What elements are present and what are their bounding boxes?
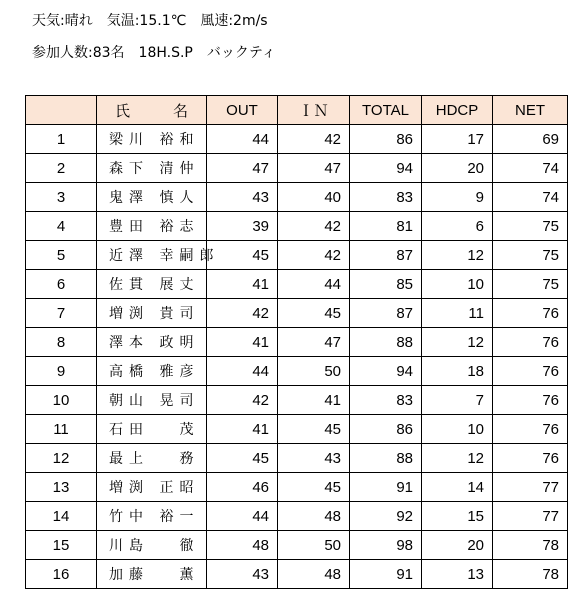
cell-rank: 7	[26, 299, 97, 328]
cell-in: 45	[278, 473, 350, 502]
cell-net: 77	[493, 473, 568, 502]
cell-in: 43	[278, 444, 350, 473]
cell-name: 近澤 幸嗣郎	[97, 241, 207, 270]
cell-net: 78	[493, 531, 568, 560]
cell-name: 豊田 裕志	[97, 212, 207, 241]
cell-total: 85	[350, 270, 422, 299]
cell-rank: 6	[26, 270, 97, 299]
header-rank	[26, 96, 97, 125]
cell-out: 48	[207, 531, 278, 560]
cell-total: 83	[350, 386, 422, 415]
cell-hdcp: 20	[422, 531, 493, 560]
header-total: TOTAL	[350, 96, 422, 125]
table-row	[26, 473, 568, 502]
table-row	[26, 415, 568, 444]
table-row	[26, 270, 568, 299]
participant-info-line: 参加人数:83名 18H.S.P バックティ	[32, 45, 276, 61]
cell-hdcp: 7	[422, 386, 493, 415]
table-row	[26, 560, 568, 589]
cell-rank: 12	[26, 444, 97, 473]
cell-in: 41	[278, 386, 350, 415]
cell-hdcp: 17	[422, 125, 493, 154]
cell-net: 77	[493, 502, 568, 531]
cell-in: 42	[278, 125, 350, 154]
cell-out: 45	[207, 241, 278, 270]
cell-name: 鬼澤 慎人	[97, 183, 207, 212]
cell-in: 45	[278, 299, 350, 328]
cell-in: 50	[278, 357, 350, 386]
cell-in: 50	[278, 531, 350, 560]
cell-rank: 1	[26, 125, 97, 154]
cell-total: 91	[350, 560, 422, 589]
cell-out: 44	[207, 357, 278, 386]
table-header-row	[26, 96, 568, 125]
cell-net: 75	[493, 241, 568, 270]
header-hdcp: HDCP	[422, 96, 493, 125]
cell-rank: 5	[26, 241, 97, 270]
cell-in: 42	[278, 241, 350, 270]
cell-out: 44	[207, 125, 278, 154]
cell-net: 75	[493, 212, 568, 241]
cell-out: 43	[207, 560, 278, 589]
cell-in: 40	[278, 183, 350, 212]
cell-name: 朝山 晃司	[97, 386, 207, 415]
cell-total: 87	[350, 241, 422, 270]
cell-in: 44	[278, 270, 350, 299]
cell-name: 高橋 雅彦	[97, 357, 207, 386]
cell-in: 42	[278, 212, 350, 241]
cell-total: 94	[350, 357, 422, 386]
cell-total: 83	[350, 183, 422, 212]
cell-net: 74	[493, 183, 568, 212]
header-out: OUT	[207, 96, 278, 125]
cell-name: 竹中 裕一	[97, 502, 207, 531]
cell-rank: 16	[26, 560, 97, 589]
cell-rank: 15	[26, 531, 97, 560]
cell-rank: 4	[26, 212, 97, 241]
cell-out: 45	[207, 444, 278, 473]
cell-in: 48	[278, 502, 350, 531]
cell-name: 梁川 裕和	[97, 125, 207, 154]
cell-hdcp: 15	[422, 502, 493, 531]
table-row	[26, 444, 568, 473]
cell-total: 86	[350, 415, 422, 444]
cell-hdcp: 12	[422, 241, 493, 270]
cell-net: 76	[493, 328, 568, 357]
table-row	[26, 183, 568, 212]
cell-total: 92	[350, 502, 422, 531]
cell-name: 川島 徹	[97, 531, 207, 560]
cell-hdcp: 12	[422, 444, 493, 473]
cell-net: 76	[493, 357, 568, 386]
cell-net: 75	[493, 270, 568, 299]
header-name: 氏 名	[97, 96, 207, 125]
cell-out: 46	[207, 473, 278, 502]
cell-hdcp: 18	[422, 357, 493, 386]
table-row	[26, 299, 568, 328]
table-row	[26, 531, 568, 560]
cell-in: 48	[278, 560, 350, 589]
cell-rank: 13	[26, 473, 97, 502]
cell-rank: 8	[26, 328, 97, 357]
cell-total: 81	[350, 212, 422, 241]
cell-hdcp: 10	[422, 415, 493, 444]
table-row	[26, 328, 568, 357]
cell-net: 76	[493, 415, 568, 444]
cell-net: 76	[493, 299, 568, 328]
cell-name: 加藤 薫	[97, 560, 207, 589]
cell-hdcp: 6	[422, 212, 493, 241]
cell-hdcp: 13	[422, 560, 493, 589]
cell-hdcp: 9	[422, 183, 493, 212]
cell-total: 98	[350, 531, 422, 560]
cell-out: 42	[207, 299, 278, 328]
cell-in: 47	[278, 328, 350, 357]
cell-total: 94	[350, 154, 422, 183]
cell-in: 45	[278, 415, 350, 444]
cell-net: 76	[493, 444, 568, 473]
cell-total: 86	[350, 125, 422, 154]
table-row	[26, 241, 568, 270]
cell-out: 42	[207, 386, 278, 415]
cell-net: 74	[493, 154, 568, 183]
cell-rank: 9	[26, 357, 97, 386]
table-row	[26, 386, 568, 415]
cell-hdcp: 10	[422, 270, 493, 299]
cell-name: 増渕 正昭	[97, 473, 207, 502]
cell-hdcp: 20	[422, 154, 493, 183]
cell-hdcp: 12	[422, 328, 493, 357]
cell-out: 41	[207, 270, 278, 299]
cell-rank: 3	[26, 183, 97, 212]
cell-total: 91	[350, 473, 422, 502]
cell-name: 澤本 政明	[97, 328, 207, 357]
cell-name: 佐貫 展丈	[97, 270, 207, 299]
cell-total: 88	[350, 444, 422, 473]
cell-out: 41	[207, 328, 278, 357]
cell-out: 39	[207, 212, 278, 241]
score-table	[25, 95, 568, 589]
table-row	[26, 154, 568, 183]
cell-out: 47	[207, 154, 278, 183]
cell-out: 41	[207, 415, 278, 444]
cell-rank: 10	[26, 386, 97, 415]
cell-name: 増渕 貴司	[97, 299, 207, 328]
cell-net: 69	[493, 125, 568, 154]
cell-net: 78	[493, 560, 568, 589]
cell-out: 43	[207, 183, 278, 212]
header-in: ＩＮ	[278, 96, 350, 125]
table-row	[26, 502, 568, 531]
table-row	[26, 212, 568, 241]
cell-total: 87	[350, 299, 422, 328]
table-row	[26, 125, 568, 154]
table-row	[26, 357, 568, 386]
weather-info-line: 天気:晴れ 気温:15.1℃ 風速:2m/s	[32, 13, 268, 29]
cell-hdcp: 11	[422, 299, 493, 328]
cell-rank: 2	[26, 154, 97, 183]
cell-name: 石田 茂	[97, 415, 207, 444]
cell-out: 44	[207, 502, 278, 531]
cell-rank: 11	[26, 415, 97, 444]
cell-rank: 14	[26, 502, 97, 531]
header-net: NET	[493, 96, 568, 125]
cell-total: 88	[350, 328, 422, 357]
cell-name: 森下 清仲	[97, 154, 207, 183]
cell-hdcp: 14	[422, 473, 493, 502]
cell-name: 最上 務	[97, 444, 207, 473]
cell-net: 76	[493, 386, 568, 415]
cell-in: 47	[278, 154, 350, 183]
